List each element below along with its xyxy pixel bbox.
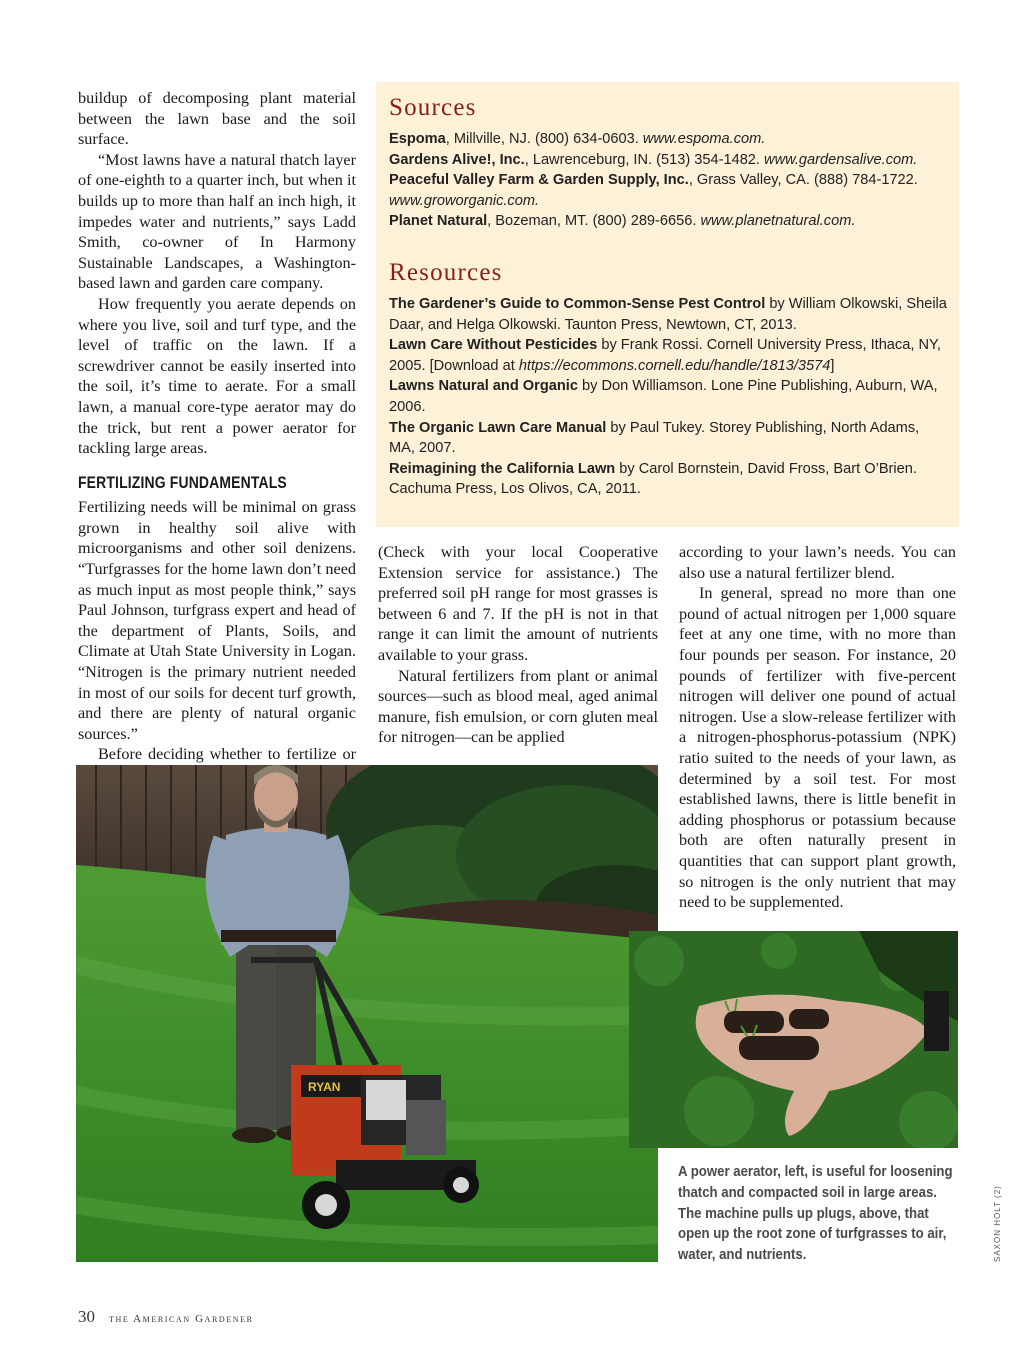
resource-details: by Carol Bornstein, David Fross, Bart O’Brien. Cachuma Press, Los Olivos, CA, 2011. [389,460,917,498]
resources-heading: Resources [389,259,503,286]
paragraph: buildup of decomposing plant material between the lawn base and the soil surface. [78,89,356,149]
source-entry [389,129,947,150]
paragraph: Natural fertilizers from plant or animal sources—such as blood meal, aged animal manure, fish emulsion, or corn gluten meal for nitrogen—can be applied [378,666,658,747]
source-url: www.gardensalive.com. [764,151,918,168]
paragraph: How frequently you aerate depends on where you live, soil and turf type, and the level of traffic on the lawn. If a screwdriver cannot be easily inserted into the soil, it’s time to aerate. For a small lawn, a manual core-type aerator may do the trick, but rent a power aerator for tackling large areas. [78,294,356,458]
paragraph: “Most lawns have a natural thatch layer of one-eighth to a quarter inch, but when it builds up to more than half an inch high, it impedes water and nutrients,” says Ladd Smith, co-owner of In Harmony Sustainable Landscapes, a Washington-based lawn and garden care company. [78,150,356,293]
resources-list [389,294,947,500]
resource-details: by Don Williamson. Lone Pine Publishing, Auburn, WA, 2006. [389,378,938,415]
source-entry [389,211,947,232]
page-number: 30 [78,1307,95,1326]
article-column-middle [378,542,658,748]
sources-resources-sidebar [376,82,959,527]
photo-caption: A power aerator, left, is useful for loosening thatch and compacted soil in large areas. The machine pulls up plugs, above, that open up the root zone of turfgrasses to air, water, and nutrients. [678,1163,953,1264]
article-column-right [679,542,956,913]
soil-plugs-photo [629,931,958,1148]
aerator-photo [76,765,658,1262]
source-entry [389,170,947,211]
source-name: Espoma [389,131,446,147]
resource-entry [389,459,947,500]
page-footer [78,1307,254,1327]
source-url: www.espoma.com. [642,131,766,147]
aerator-brand-label: RYAN [308,1080,341,1094]
resource-entry [389,335,947,376]
resource-entry [389,294,947,335]
resource-title: Lawn Care Without Pesticides [389,337,598,354]
resource-details-end: ] [830,357,835,374]
paragraph: Before deciding whether to fertilize or [98,745,356,764]
source-url: www.planetnatural.com. [700,213,856,230]
paragraph: (Check with your local Cooperative Extension service for assistance.) The preferred soil pH range for most grasses is between 6 and 7. If the pH is not in that range it can limit the amount of nutrients available to your grass. [378,543,658,664]
resource-entry [389,418,947,459]
sources-list [389,129,947,232]
section-subhead: FERTILIZING FUNDAMENTALS [78,472,287,492]
resource-entry [389,376,947,417]
paragraph: Fertilizing needs will be minimal on grass grown in healthy soil alive with microorganisms and other soil denizens. “Turfgrasses for the home lawn don’t need as much input as most people think,” says Paul Johnson, turfgrass expert and head of the department of Plants, Soils, and Climate at Utah State University in Logan. “Nitrogen is the primary nutrient needed in most of our soils for decent turf growth, and there are plenty of natural organic sources.” [78,498,356,743]
resource-details: by Paul Tukey. Storey Publishing, North Adams, MA, 2007. [389,419,920,457]
paragraph: In general, spread no more than one pound of actual nitrogen per 1,000 square feet at any one time, with no more than four pounds per season. For instance, 20 pounds of fertilizer with five-percent nitrogen will deliver one pound of actual nitrogen. Use a slow-release fertilizer with a nitrogen-phosphorus-potassium (NPK) ratio suited to the needs of your lawn, as determined by a soil test. For most established lawns, there is little benefit in adding phosphorus or potassium because both are often naturally present in quantities that can support plant growth, so nitrogen is the only nutrient that may need to be supplemented. [679,584,956,912]
resource-title: The Gardener’s Guide to Common-Sense Pest Control [389,296,766,312]
soil-plugs-illustration [629,931,958,1148]
source-name: Peaceful Valley Farm & Garden Supply, Inc. [389,172,689,189]
source-url: www.groworganic.com. [389,192,540,209]
photo-credit: SAXON HOLT (2) [993,1185,1002,1262]
source-name: Gardens Alive!, Inc. [389,151,525,168]
source-details: , Bozeman, MT. (800) 289-6656. [487,213,701,230]
resource-details: by William Olkowski, Sheila Daar, and Helga Olkowski. Taunton Press, Newtown, CT, 2013. [389,296,947,333]
resource-title: Lawns Natural and Organic [389,378,578,395]
paragraph: according to your lawn’s needs. You can also use a natural fertilizer blend. [679,543,956,582]
resource-details: by Frank Rossi. Cornell University Press, Ithaca, NY, 2005. [Download at [389,337,941,374]
source-details: , Millville, NJ. (800) 634-0603. [445,131,643,147]
sources-heading: Sources [389,94,477,121]
resource-url: https://ecommons.cornell.edu/handle/1813/3574 [518,357,831,374]
source-details: , Grass Valley, CA. (888) 784-1722. [688,172,918,189]
resource-title: Reimagining the California Lawn [389,460,616,477]
resource-title: The Organic Lawn Care Manual [389,419,607,436]
source-entry [389,150,947,171]
source-name: Planet Natural [389,213,488,230]
aerator-illustration [76,765,658,1262]
source-details: , Lawrenceburg, IN. (513) 354-1482. [524,151,765,168]
article-column-left [78,88,356,786]
magazine-name: the American Gardener [109,1313,254,1325]
